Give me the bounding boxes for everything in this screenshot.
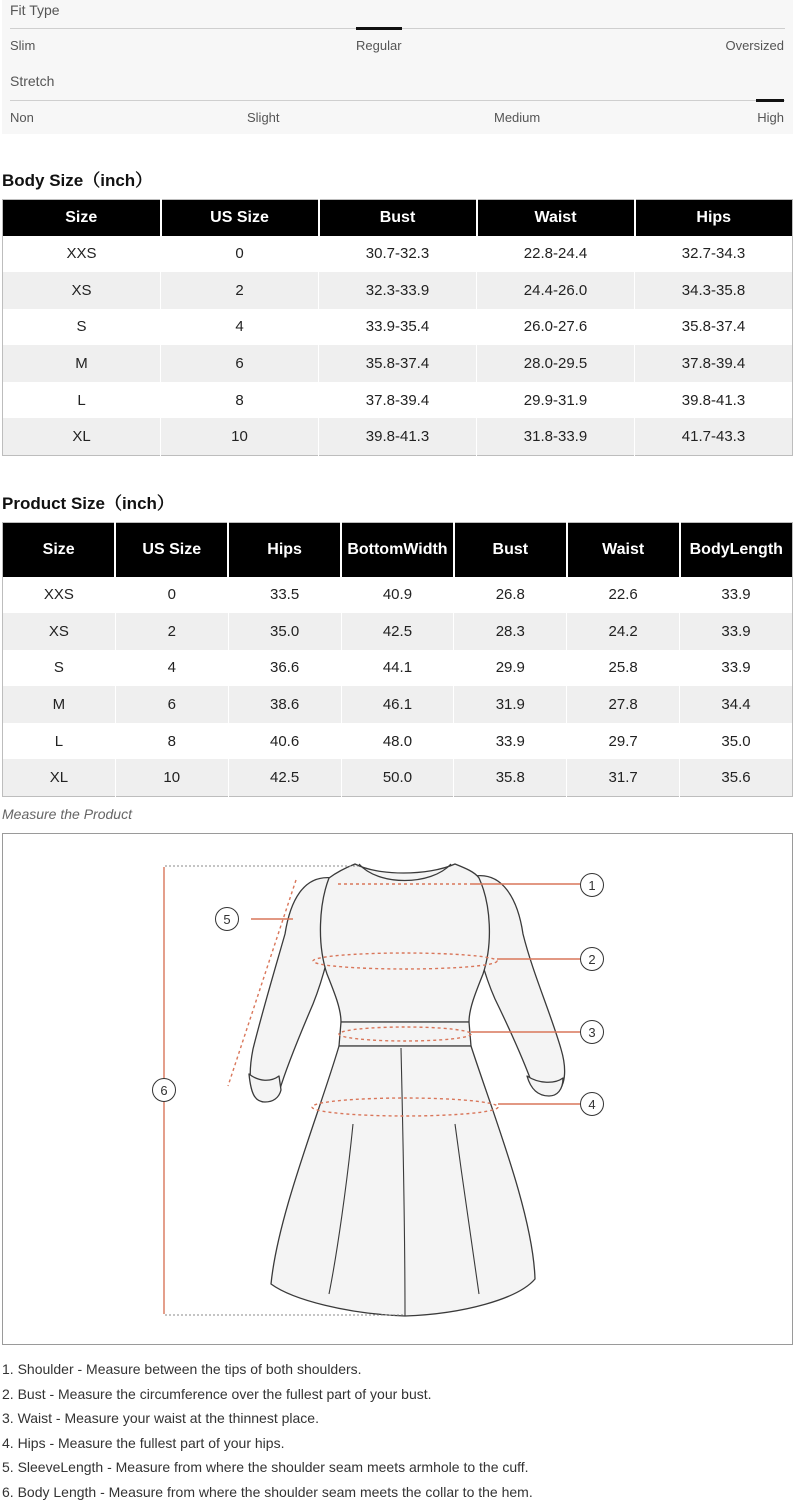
table-cell: 40.6 xyxy=(228,723,341,760)
measurement-diagram xyxy=(2,833,793,1345)
table-cell: 10 xyxy=(115,759,228,796)
table-cell: XXS xyxy=(3,236,161,273)
table-cell: 4 xyxy=(115,650,228,687)
column-header: Bust xyxy=(319,200,477,236)
dress-illustration xyxy=(3,834,792,1344)
table-cell: 10 xyxy=(161,418,319,455)
fit-type-title: Fit Type xyxy=(10,2,60,18)
marker-3: 3 xyxy=(588,1025,596,1040)
column-header: Waist xyxy=(567,523,680,577)
table-cell: 50.0 xyxy=(341,759,454,796)
table-cell: 35.8 xyxy=(454,759,567,796)
waist-band xyxy=(339,1022,471,1046)
table-row xyxy=(3,759,793,796)
table-row xyxy=(3,382,793,419)
table-cell: 44.1 xyxy=(341,650,454,687)
table-cell: 8 xyxy=(115,723,228,760)
table-cell: M xyxy=(3,345,161,382)
fit-type-label-oversized: Oversized xyxy=(725,38,784,53)
table-cell: L xyxy=(3,382,161,419)
table-cell: XL xyxy=(3,759,116,796)
bodice xyxy=(320,864,489,1022)
table-cell: 26.8 xyxy=(454,577,567,614)
table-cell: 32.7-34.3 xyxy=(635,236,793,273)
column-header: US Size xyxy=(161,200,319,236)
table-cell: 35.0 xyxy=(680,723,793,760)
table-cell: 34.4 xyxy=(680,686,793,723)
instruction-hips: 4. Hips - Measure the fullest part of your hips. xyxy=(2,1434,285,1451)
table-cell: 37.8-39.4 xyxy=(635,345,793,382)
instruction-sleeve-length: 5. SleeveLength - Measure from where the shoulder seam meets armhole to the cuff. xyxy=(2,1459,529,1475)
table-cell: 31.8-33.9 xyxy=(477,418,635,455)
table-cell: 33.9 xyxy=(680,577,793,614)
marker-5: 5 xyxy=(223,912,231,927)
table-cell: 33.9 xyxy=(680,613,793,650)
table-row xyxy=(3,686,793,723)
table-cell: 42.5 xyxy=(228,759,341,796)
table-cell: 33.9 xyxy=(680,650,793,687)
table-cell: 33.5 xyxy=(228,577,341,614)
measure-caption: Measure the Product xyxy=(2,806,132,822)
stretch-label-high: High xyxy=(757,110,784,125)
table-cell: XS xyxy=(3,272,161,309)
table-cell: 35.6 xyxy=(680,759,793,796)
table-cell: 8 xyxy=(161,382,319,419)
skirt xyxy=(271,1046,535,1316)
table-cell: S xyxy=(3,650,116,687)
table-row xyxy=(3,613,793,650)
table-cell: 27.8 xyxy=(567,686,680,723)
table-cell: 46.1 xyxy=(341,686,454,723)
body-size-title: Body Size（inch） xyxy=(2,171,153,190)
table-cell: 6 xyxy=(161,345,319,382)
table-cell: 29.9 xyxy=(454,650,567,687)
table-cell: 0 xyxy=(161,236,319,273)
table-cell: 35.8-37.4 xyxy=(635,309,793,346)
table-cell: 35.8-37.4 xyxy=(319,345,477,382)
instruction-shoulder: 1. Shoulder - Measure between the tips of both shoulders. xyxy=(2,1361,362,1377)
table-cell: 24.2 xyxy=(567,613,680,650)
measurement-instructions xyxy=(2,1357,793,1500)
column-header: Hips xyxy=(635,200,793,236)
table-cell: 28.3 xyxy=(454,613,567,650)
table-cell: XS xyxy=(3,613,116,650)
fit-panel xyxy=(2,0,793,134)
table-cell: 31.7 xyxy=(567,759,680,796)
table-cell: 29.9-31.9 xyxy=(477,382,635,419)
table-row xyxy=(3,577,793,614)
table-cell: 48.0 xyxy=(341,723,454,760)
table-header-row xyxy=(3,523,793,577)
column-header: BottomWidth xyxy=(341,523,454,577)
marker-6: 6 xyxy=(160,1083,168,1098)
table-cell: 33.9 xyxy=(454,723,567,760)
table-cell: 6 xyxy=(115,686,228,723)
table-cell: 28.0-29.5 xyxy=(477,345,635,382)
table-cell: 32.3-33.9 xyxy=(319,272,477,309)
stretch-track xyxy=(10,100,785,101)
fit-type-label-slim: Slim xyxy=(10,38,36,53)
table-cell: 39.8-41.3 xyxy=(319,418,477,455)
table-cell: 2 xyxy=(115,613,228,650)
body-size-table xyxy=(2,199,793,456)
table-row xyxy=(3,272,793,309)
table-row xyxy=(3,418,793,455)
stretch-label-non: Non xyxy=(10,110,34,125)
column-header: US Size xyxy=(115,523,228,577)
table-cell: M xyxy=(3,686,116,723)
marker-2: 2 xyxy=(588,952,596,967)
table-cell: XXS xyxy=(3,577,116,614)
table-row xyxy=(3,309,793,346)
table-cell: 39.8-41.3 xyxy=(635,382,793,419)
instruction-waist: 3. Waist - Measure your waist at the thinnest place. xyxy=(2,1410,319,1426)
table-row xyxy=(3,345,793,382)
marker-4: 4 xyxy=(588,1097,596,1112)
table-cell: 25.8 xyxy=(567,650,680,687)
table-cell: 41.7-43.3 xyxy=(635,418,793,455)
table-cell: 24.4-26.0 xyxy=(477,272,635,309)
column-header: Hips xyxy=(228,523,341,577)
table-cell: XL xyxy=(3,418,161,455)
fit-type-marker xyxy=(356,27,402,30)
table-cell: 42.5 xyxy=(341,613,454,650)
column-header: Bust xyxy=(454,523,567,577)
table-cell: 22.8-24.4 xyxy=(477,236,635,273)
instruction-body-length: 6. Body Length - Measure from where the shoulder seam meets the collar to the hem. xyxy=(2,1483,533,1500)
column-header: Waist xyxy=(477,200,635,236)
table-cell: 40.9 xyxy=(341,577,454,614)
table-cell: 4 xyxy=(161,309,319,346)
table-cell: 35.0 xyxy=(228,613,341,650)
table-cell: 37.8-39.4 xyxy=(319,382,477,419)
marker-1: 1 xyxy=(588,878,596,893)
table-cell: 2 xyxy=(161,272,319,309)
stretch-label-medium: Medium xyxy=(494,110,541,125)
table-cell: 38.6 xyxy=(228,686,341,723)
table-cell: 0 xyxy=(115,577,228,614)
fit-type-label-regular: Regular xyxy=(356,38,402,53)
table-cell: 29.7 xyxy=(567,723,680,760)
table-cell: 31.9 xyxy=(454,686,567,723)
table-cell: 34.3-35.8 xyxy=(635,272,793,309)
table-row xyxy=(3,650,793,687)
table-cell: 30.7-32.3 xyxy=(319,236,477,273)
column-header: Size xyxy=(3,200,161,236)
table-row xyxy=(3,236,793,273)
table-cell: 33.9-35.4 xyxy=(319,309,477,346)
table-cell: 22.6 xyxy=(567,577,680,614)
instruction-bust: 2. Bust - Measure the circumference over the fullest part of your bust. xyxy=(2,1385,432,1402)
stretch-label-slight: Slight xyxy=(247,110,280,125)
table-cell: S xyxy=(3,309,161,346)
column-header: BodyLength xyxy=(680,523,793,577)
product-size-table xyxy=(2,522,793,797)
table-cell: L xyxy=(3,723,116,760)
table-cell: 36.6 xyxy=(228,650,341,687)
product-size-title: Product Size（inch） xyxy=(2,494,174,513)
table-row xyxy=(3,723,793,760)
stretch-marker xyxy=(756,99,784,102)
table-header-row xyxy=(3,200,793,236)
stretch-title: Stretch xyxy=(10,73,55,89)
table-cell: 26.0-27.6 xyxy=(477,309,635,346)
column-header: Size xyxy=(3,523,116,577)
